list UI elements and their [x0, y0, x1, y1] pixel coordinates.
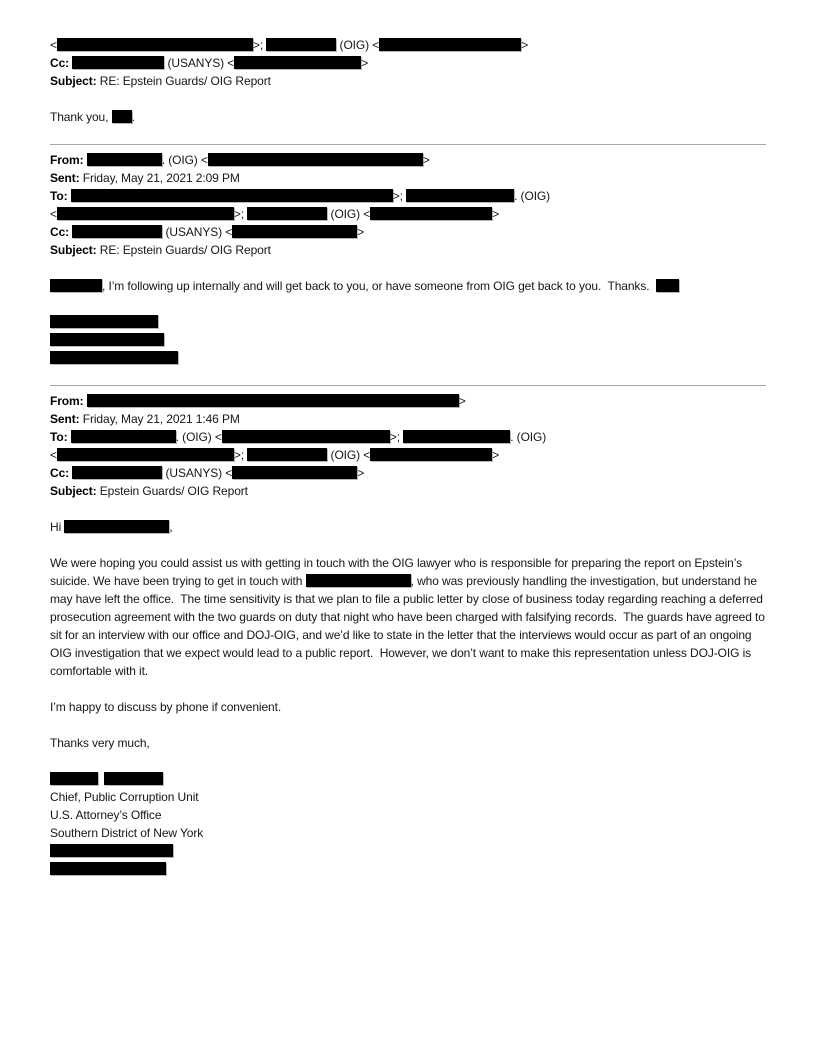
blank-line: [50, 367, 766, 385]
text-run: , who was previously handling the investigation, but understand he may have left the office. The time sensitivity is that we plan to file a public letter by close of business today regarding reaching a deferred prosecution agreement with the two guards on duty that night who have been charged with falsifying records. The guards have agreed to sit for an interview with our office and DOJ-OIG, and we’d like to state in the letter that the interviews would occur as part of an ongoing OIG investigation that we expect would lead to a public report. However, we don’t want to make this representation unless DOJ-OIG is comfortable with it.: [50, 574, 769, 678]
field-label: Sent:: [50, 412, 83, 426]
text-run: Friday, May 21, 2021 2:09 PM: [82, 171, 240, 185]
field-label: Cc:: [50, 56, 73, 70]
redaction-bar: [72, 225, 162, 238]
redaction-bar: [57, 448, 234, 461]
field-label: Subject:: [50, 484, 100, 498]
redaction-bar: [234, 56, 361, 69]
redaction-bar: [406, 189, 514, 202]
email3-subject-line: [50, 482, 766, 500]
redaction-bar: [57, 207, 234, 220]
redaction-bar: [50, 279, 102, 292]
text-run: RE: Epstein Guards/ OIG Report: [99, 74, 271, 88]
redaction-bar: [87, 153, 162, 166]
email2-sent-line: [50, 169, 766, 187]
text-run: Chief, Public Corruption Unit: [50, 790, 199, 804]
field-label: Subject:: [50, 243, 100, 257]
redaction-bar: [57, 38, 253, 51]
blank-line: [50, 536, 766, 554]
redaction-bar: [370, 448, 492, 461]
field-label: Cc:: [50, 466, 73, 480]
text-run: >: [422, 153, 430, 167]
redaction-bar: [112, 110, 132, 123]
redaction-bar: [208, 153, 423, 166]
redaction-bar: [232, 225, 357, 238]
field-label: Subject:: [50, 74, 100, 88]
text-run: (OIG) <: [336, 38, 380, 52]
email3-phone-offer-line: [50, 698, 766, 716]
email2-body-line: [50, 277, 766, 295]
text-run: <: [50, 448, 57, 462]
email2-signature-redaction-2: [50, 331, 766, 349]
redaction-bar: [71, 430, 176, 443]
email2-from-line: [50, 151, 766, 169]
blank-line: [50, 716, 766, 734]
field-label: Cc:: [50, 225, 73, 239]
email2-to-continuation-line: [50, 205, 766, 223]
text-run: Epstein Guards/ OIG Report: [99, 484, 248, 498]
redaction-bar: [379, 38, 521, 51]
field-label: To:: [50, 430, 71, 444]
redaction-bar: [656, 279, 679, 292]
signature-title-line: [50, 788, 766, 806]
email3-to-line: [50, 428, 766, 446]
text-run: >: [357, 225, 365, 239]
redaction-bar: [50, 862, 166, 875]
redaction-bar: [232, 466, 357, 479]
email2-subject-line: [50, 241, 766, 259]
email3-to-continuation-line: [50, 446, 766, 464]
divider-1: [50, 144, 766, 145]
signature-phone-redaction-1: [50, 842, 766, 860]
redaction-bar: [50, 333, 164, 346]
text-run: .: [131, 110, 135, 124]
text-run: U.S. Attorney’s Office: [50, 808, 162, 822]
text-run: . (OIG): [510, 430, 547, 444]
email2-signature-redaction-3: [50, 349, 766, 367]
text-run: >: [492, 207, 500, 221]
text-run: >: [458, 394, 466, 408]
blank-line: [50, 752, 766, 770]
redaction-bar: [247, 448, 327, 461]
text-run: (USANYS) <: [162, 225, 233, 239]
blank-line: [50, 90, 766, 108]
email3-greeting-line: [50, 518, 766, 536]
text-run: >;: [389, 430, 404, 444]
redaction-bar: [64, 520, 169, 533]
redaction-bar: [72, 466, 162, 479]
text-run: . (OIG): [514, 189, 551, 203]
email2-cc-line: [50, 223, 766, 241]
signature-name-line: [50, 770, 766, 788]
redaction-bar: [72, 56, 164, 69]
redaction-bar: [71, 189, 393, 202]
text-run: >;: [233, 448, 248, 462]
redaction-bar: [50, 351, 178, 364]
redaction-bar: [50, 315, 158, 328]
redaction-bar: [222, 430, 390, 443]
field-label: From:: [50, 394, 87, 408]
redaction-bar: [266, 38, 336, 51]
redaction-bar: [403, 430, 510, 443]
divider-2: [50, 385, 766, 386]
blank-line: [50, 680, 766, 698]
redaction-bar: [50, 844, 173, 857]
field-label: From:: [50, 153, 87, 167]
email3-cc-line: [50, 464, 766, 482]
signature-phone-redaction-2: [50, 860, 766, 878]
text-run: >: [361, 56, 369, 70]
redaction-bar: [104, 772, 163, 785]
text-run: RE: Epstein Guards/ OIG Report: [99, 243, 271, 257]
email1-cc-line: [50, 54, 766, 72]
signature-office-line: [50, 806, 766, 824]
redaction-bar: [306, 574, 411, 587]
redaction-bar: [370, 207, 492, 220]
text-run: (OIG) <: [327, 207, 371, 221]
email2-signature-redaction-1: [50, 313, 766, 331]
email3-closing-line: [50, 734, 766, 752]
blank-line: [50, 126, 766, 144]
text-run: <: [50, 38, 57, 52]
text-run: ,: [169, 520, 173, 534]
text-run: >: [492, 448, 500, 462]
text-run: >;: [233, 207, 248, 221]
text-run: We were hoping you could assist us with getting in touch with the OIG lawyer who is responsible for preparing the report on Epstein’s suicide. We have been trying to get in touch with: [50, 556, 746, 588]
redaction-bar: [50, 772, 98, 785]
text-run: , I’m following up internally and will get back to you, or have someone from OIG get back to you. Thanks.: [102, 279, 656, 293]
text-run: I’m happy to discuss by phone if convenient.: [50, 700, 282, 714]
text-run: Southern District of New York: [50, 826, 204, 840]
email3-from-line: [50, 392, 766, 410]
redaction-bar: [87, 394, 459, 407]
redaction-bar: [247, 207, 327, 220]
email3-body-paragraph: [50, 554, 769, 680]
email2-to-line: [50, 187, 766, 205]
text-run: (USANYS) <: [164, 56, 235, 70]
blank-line: [50, 500, 766, 518]
text-run: . (OIG) <: [175, 430, 222, 444]
text-run: >;: [392, 189, 407, 203]
blank-line: [50, 259, 766, 277]
blank-line: [50, 295, 766, 313]
signature-district-line: [50, 824, 766, 842]
text-run: <: [50, 207, 57, 221]
text-run: >: [357, 466, 365, 480]
text-run: (OIG) <: [327, 448, 371, 462]
email3-sent-line: [50, 410, 766, 428]
text-run: . (OIG) <: [161, 153, 208, 167]
text-run: Hi: [50, 520, 65, 534]
text-run: >;: [252, 38, 267, 52]
text-run: Friday, May 21, 2021 1:46 PM: [82, 412, 240, 426]
text-run: >: [521, 38, 529, 52]
text-run: Thank you,: [50, 110, 112, 124]
email1-body-line: [50, 108, 766, 126]
email1-subject-line: [50, 72, 766, 90]
field-label: Sent:: [50, 171, 83, 185]
email1-to-continuation-line: [50, 36, 766, 54]
text-run: (USANYS) <: [162, 466, 233, 480]
text-run: Thanks very much,: [50, 736, 150, 750]
field-label: To:: [50, 189, 71, 203]
